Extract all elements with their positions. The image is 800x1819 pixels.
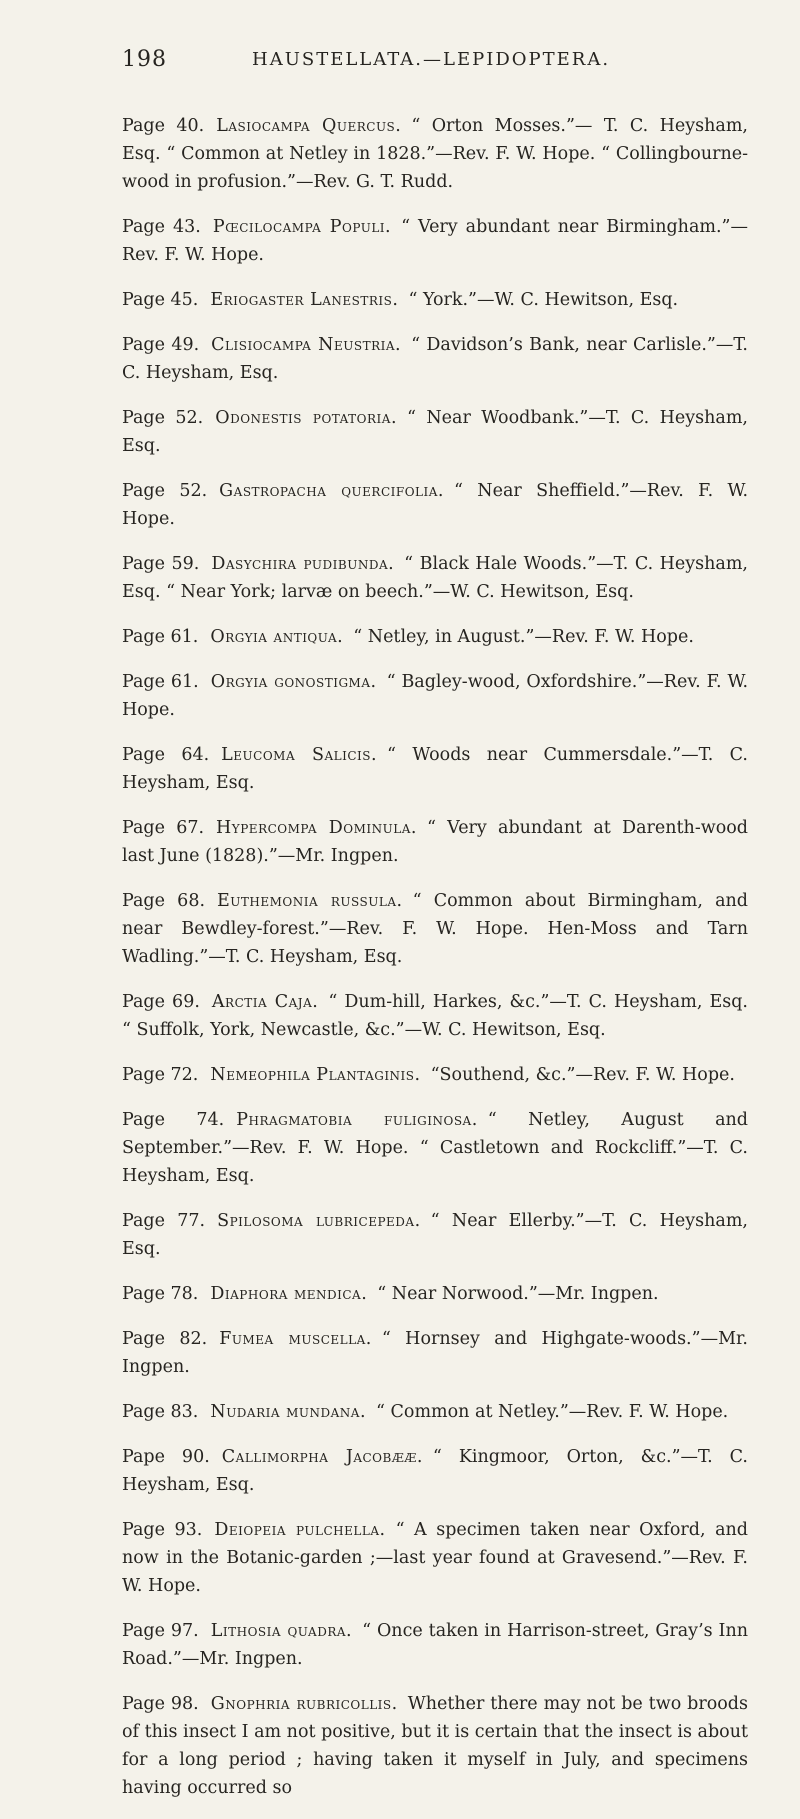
entry-text: “ Black Hale Woods.”—T. C. Heysham, Esq. “ Near York; larvæ on beech.”—W. C. Hewitson, Esq. (122, 554, 748, 602)
entry (122, 623, 748, 651)
page-header (122, 47, 740, 77)
entry-page-ref: Page 77. (122, 1211, 206, 1231)
entry-page-ref: Page 49. (122, 335, 200, 355)
entry-species: Phragmatobia fuliginosa. (236, 1110, 478, 1130)
entry-page-ref: Page 98. (122, 1694, 199, 1714)
entry-page-ref: Page 61. (122, 672, 199, 692)
entry-species: Lithosia quadra. (210, 1621, 353, 1641)
entry-page-ref: Page 74. (122, 1110, 225, 1130)
entry-species: Lasiocampa Quercus. (216, 116, 402, 136)
entry-page-ref: Page 68. (122, 891, 206, 911)
page-number: 198 (122, 47, 167, 72)
entry (122, 1516, 748, 1600)
entry-text: “ Netley, in August.”—Rev. F. W. Hope. (353, 627, 694, 647)
entry (122, 887, 748, 971)
entry-species: Clisiocampa Neustria. (211, 335, 402, 355)
entry-text: “ York.”—W. C. Hewitson, Esq. (408, 290, 679, 310)
entry (122, 1061, 748, 1089)
entry-species: Odonestis potatoria. (215, 408, 398, 428)
entry (122, 1207, 748, 1263)
entry-species: Deiopeia pulchella. (214, 1520, 386, 1540)
entry-page-ref: Page 67. (122, 818, 205, 838)
entry-text: “ Once taken in Harrison-street, Gray’s Inn Road.”—Mr. Ingpen. (122, 1621, 748, 1669)
entry-page-ref: Page 64. (122, 745, 210, 765)
entry-text: “ Kingmoor, Orton, &c.”—T. C. Heysham, Esq. (122, 1447, 748, 1495)
entry-page-ref: Page 83. (122, 1402, 199, 1422)
entry-text: “ Davidson’s Bank, near Carlisle.”—T. C. Heysham, Esq. (122, 335, 748, 383)
entry-page-ref: Page 69. (122, 992, 200, 1012)
entry-text: “ Near Woodbank.”—T. C. Heysham, Esq. (122, 408, 748, 456)
entry-text: “ Very abundant near Birmingham.”—Rev. F. W. Hope. (122, 217, 748, 265)
entry-page-ref: Page 93. (122, 1520, 203, 1540)
entry-species: Arctia Caja. (211, 992, 319, 1012)
entry (122, 988, 748, 1044)
entry (122, 1398, 748, 1426)
entry-text: Whether there may not be two broods of this insect I am not positive, but it is certain that the insect is about for a long period ; having taken it myself in July, and specimens having occurred so (122, 1694, 748, 1798)
entry-text: “ Woods near Cummersdale.”—T. C. Heysham, Esq. (122, 745, 748, 793)
entry (122, 1443, 748, 1499)
entry-text: “Southend, &c.”—Rev. F. W. Hope. (430, 1065, 735, 1085)
entry-species: Eriogaster Lanestris. (210, 290, 399, 310)
entry (122, 741, 748, 797)
entry-species: Fumea muscella. (219, 1329, 372, 1349)
entry-page-ref: Page 40. (122, 116, 205, 136)
running-title: HAUSTELLATA.—LEPIDOPTERA. (252, 49, 611, 70)
entry-page-ref: Page 59. (122, 554, 200, 574)
entry-species: Orgyia antiqua. (210, 627, 344, 647)
entry-page-ref: Page 43. (122, 217, 201, 237)
entry (122, 668, 748, 724)
entry (122, 213, 748, 269)
entry (122, 1690, 748, 1802)
entry (122, 286, 748, 314)
entry (122, 1280, 748, 1308)
entry-species: Orgyia gonostigma. (210, 672, 377, 692)
entry-page-ref: Page 82. (122, 1329, 208, 1349)
entry-text: “ Common at Netley.”—Rev. F. W. Hope. (376, 1402, 729, 1422)
entry-page-ref: Page 72. (122, 1065, 199, 1085)
entry-species: Gastropacha quercifolia. (219, 481, 444, 501)
entry-page-ref: Page 61. (122, 627, 199, 647)
entry-text: “ Very abundant at Darenth-wood last June (1828).”—Mr. Ingpen. (122, 818, 748, 866)
entry (122, 814, 748, 870)
entry-species: Spilosoma lubricepeda. (217, 1211, 421, 1231)
entry-page-ref: Page 52. (122, 481, 208, 501)
entry-text: “ Bagley-wood, Oxfordshire.”—Rev. F. W. Hope. (122, 672, 749, 720)
entry-species: Hypercompa Dominula. (216, 818, 417, 838)
entry-species: Euthemonia russula. (217, 891, 403, 911)
entry-page-ref: Page 52. (122, 408, 204, 428)
entry (122, 1617, 748, 1673)
entry-text: “ Dum-hill, Harkes, &c.”—T. C. Heysham, Esq. “ Suffolk, York, Newcastle, &c.”—W. C. Hewitson, Esq. (122, 992, 748, 1040)
entry-species: Gnophria rubricollis. (210, 1694, 398, 1714)
entry-text: “ Netley, August and September.”—Rev. F. W. Hope. “ Castletown and Rockcliff.”—T. C. Heysham, Esq. (122, 1110, 749, 1186)
entry (122, 1106, 748, 1190)
entry-text: “ Hornsey and Highgate-woods.”—Mr. Ingpen. (122, 1329, 748, 1377)
entry-page-ref: Page 45. (122, 290, 199, 310)
entry-page-ref: Page 97. (122, 1621, 199, 1641)
entry-text: “ Orton Mosses.”— T. C. Heysham, Esq. “ Common at Netley in 1828.”—Rev. F. W. Hope. “ Collingbourne-wood in profusion.”—Rev. G. T. Rudd. (122, 116, 748, 192)
entry-page-ref: Pape 90. (122, 1447, 210, 1467)
entry (122, 404, 748, 460)
entry (122, 112, 748, 196)
entry-species: Nudaria mundana. (210, 1402, 367, 1422)
entry-text: “ Near Ellerby.”—T. C. Heysham, Esq. (122, 1211, 748, 1259)
entry (122, 550, 748, 606)
entry-species: Pœcilocampa Populi. (212, 217, 392, 237)
entry-species: Diaphora mendica. (210, 1284, 368, 1304)
entry-page-ref: Page 78. (122, 1284, 199, 1304)
entry-species: Leucoma Salicis. (221, 745, 378, 765)
entry-text: “ A specimen taken near Oxford, and now in the Botanic-garden ;—last year found at Gravesend.”—Rev. F. W. Hope. (122, 1520, 749, 1596)
entries-list (122, 112, 748, 1819)
entry-text: “ Near Sheffield.”—Rev. F. W. Hope. (122, 481, 749, 529)
entry-text: “ Common about Birmingham, and near Bewdley-forest.”—Rev. F. W. Hope. Hen-Moss and Tarn Wadling.”—T. C. Heysham, Esq. (122, 891, 748, 967)
entry (122, 1325, 748, 1381)
entry-species: Nemeophila Plantaginis. (210, 1065, 421, 1085)
entry (122, 331, 748, 387)
entry-text: “ Near Norwood.”—Mr. Ingpen. (377, 1284, 659, 1304)
entry-species: Dasychira pudibunda. (211, 554, 395, 574)
entry-species: Callimorpha Jacobææ. (221, 1447, 423, 1467)
entry (122, 477, 748, 533)
